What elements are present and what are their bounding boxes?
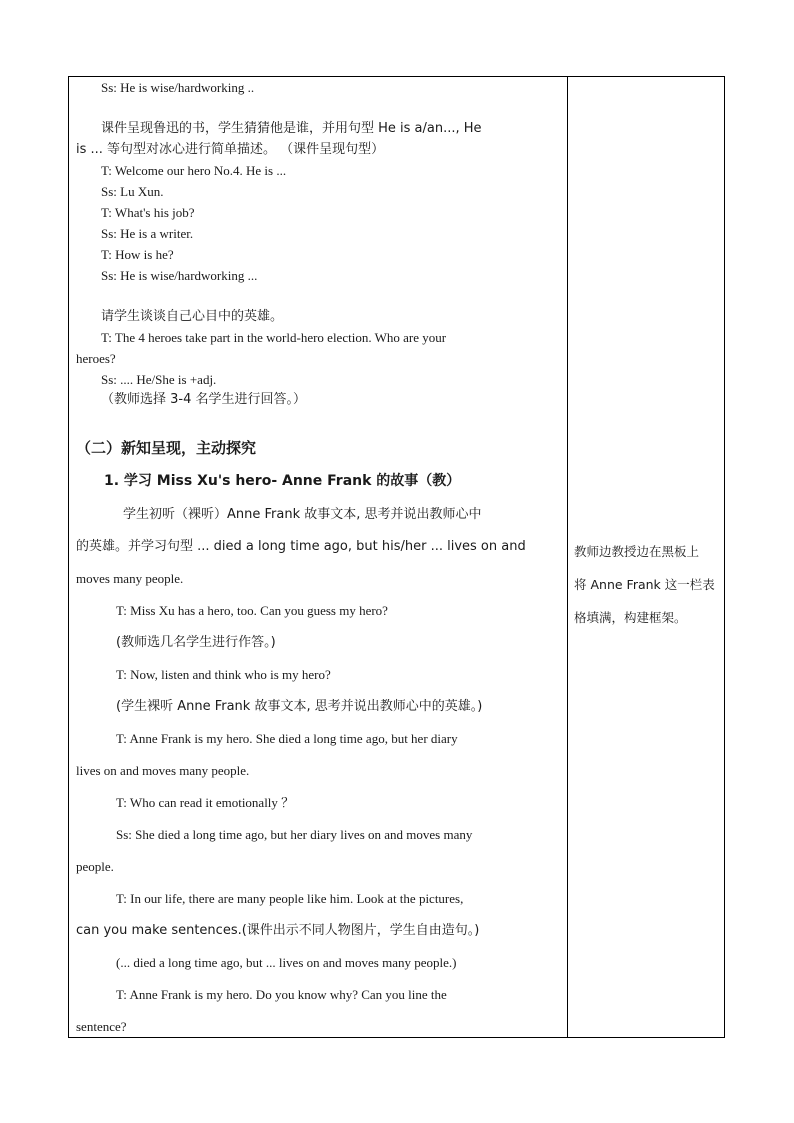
text-line: moves many people.: [76, 571, 184, 586]
text-line: lives on and moves many people.: [76, 763, 250, 778]
text-line: 学生初听（裸听）Anne Frank 故事文本, 思考并说出教师心中: [123, 507, 482, 522]
text-line: Ss: She died a long time ago, but her diary lives on and moves many: [116, 827, 473, 842]
section-heading: （二）新知呈现，主动探究: [76, 439, 257, 457]
text-line: is ... 等句型对冰心进行简单描述。 （课件呈现句型）: [76, 142, 385, 157]
side-note-line: 格填满，构建框架。: [574, 610, 687, 625]
text-line: T: Miss Xu has a hero, too. Can you guess my hero?: [116, 603, 388, 618]
text-line: Ss: Lu Xun.: [101, 184, 164, 199]
text-line: T: What's his job?: [101, 205, 195, 220]
text-line: T: Anne Frank is my hero. Do you know why? Can you line the: [116, 987, 447, 1002]
text-line: T: Welcome our hero No.4. He is ...: [101, 163, 287, 178]
text-line: T: Anne Frank is my hero. She died a long time ago, but her diary: [116, 731, 458, 746]
text-line: 请学生谈谈自己心目中的英雄。: [101, 309, 284, 324]
subsection-heading: 1. 学习 Miss Xu's hero- Anne Frank 的故事（教）: [104, 473, 461, 489]
text-line: T: In our life, there are many people like him. Look at the pictures,: [116, 891, 464, 906]
text-line: people.: [76, 859, 114, 874]
text-line: Ss: He is a writer.: [101, 226, 194, 241]
lesson-table: [68, 76, 725, 1038]
text-line: Ss: .... He/She is +adj.: [101, 372, 217, 387]
text-line: can you make sentences.(课件出示不同人物图片，学生自由造句。): [76, 923, 480, 938]
text-line: T: Who can read it emotionally ？: [116, 795, 295, 810]
side-note-line: 将 Anne Frank 这一栏表: [574, 577, 715, 592]
text-line: (... died a long time ago, but ... lives on and moves many people.): [116, 955, 457, 970]
text-line: heroes?: [76, 351, 116, 366]
text-line: 的英雄。并学习句型 ... died a long time ago, but his/her ... lives on and: [76, 539, 526, 554]
side-note-line: 教师边教授边在黑板上: [574, 544, 700, 559]
text-line: 课件呈现鲁迅的书，学生猜猜他是谁，并用句型 He is a/an..., He: [101, 121, 482, 136]
column-divider: [567, 77, 568, 1037]
text-line: T: Now, listen and think who is my hero?: [116, 667, 331, 682]
text-line: T: The 4 heroes take part in the world-hero election. Who are your: [101, 330, 447, 345]
text-line: (教师选几名学生进行作答。): [116, 635, 276, 650]
text-line: （教师选择 3-4 名学生进行回答。）: [101, 392, 306, 407]
text-line: (学生裸听 Anne Frank 故事文本, 思考并说出教师心中的英雄。): [116, 699, 483, 714]
text-line: sentence?: [76, 1019, 127, 1034]
text-line: Ss: He is wise/hardworking ...: [101, 268, 258, 283]
text-line: T: How is he?: [101, 247, 174, 262]
text-line: Ss: He is wise/hardworking ..: [101, 80, 255, 95]
